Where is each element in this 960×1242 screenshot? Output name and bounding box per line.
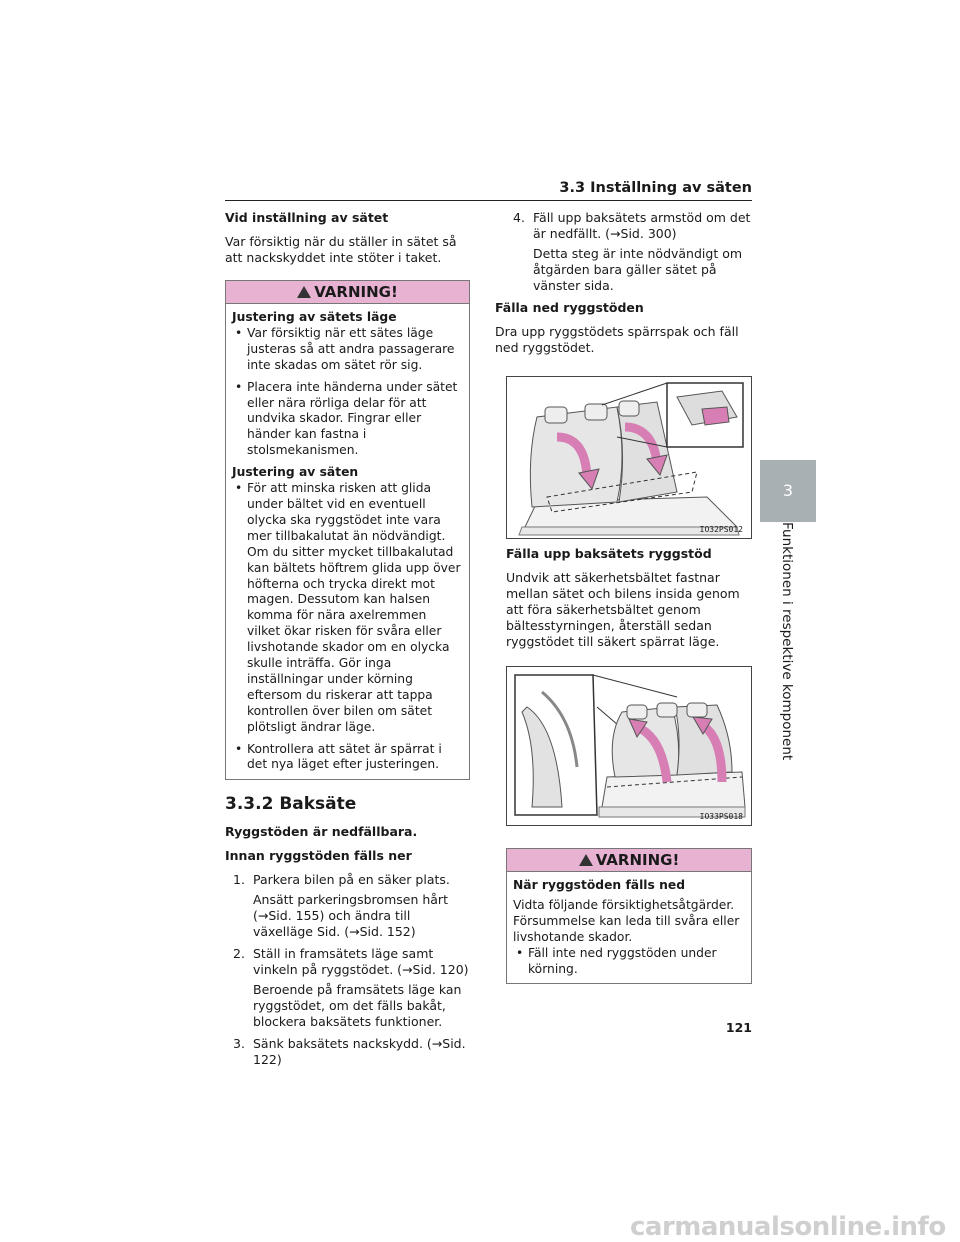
before-heading: Innan ryggstöden fälls ner	[225, 848, 412, 864]
fold-up-text: Undvik att säkerhetsbältet fastnar mellan sätet och bilens insida genom att föra säkerhetsbältet genom bältesstyrningen, återställ sedan ryggstödet till säkert spärrat läge.	[506, 570, 740, 649]
figure-code-1: IO32PS012	[699, 525, 743, 534]
warning-bullet: • Fäll inte ned ryggstöden under körning.	[513, 946, 745, 978]
step-item	[233, 872, 470, 888]
warning-header-1	[226, 281, 469, 304]
step-text: Parkera bilen på en säker plats.	[253, 872, 450, 888]
right-column-middle	[506, 546, 753, 660]
warning2-text: Vidta följande försiktighetsåtgärder. Försummelse kan leda till svåra eller livshotande skador.	[513, 897, 740, 944]
step-item	[513, 210, 753, 242]
fold-heading: Ryggstöden är nedfällbara.	[225, 824, 418, 840]
step-text: Ställ in framsätets läge samt vinkeln på ryggstödet. (→Sid. 120)	[253, 946, 469, 978]
step-detail: Ansätt parkeringsbromsen hårt (→Sid. 155) och ändra till växelläge Sid. (→Sid. 152)	[253, 892, 448, 940]
fold-up-heading: Fälla upp baksätets ryggstöd	[506, 546, 712, 561]
figure-fold-up	[506, 666, 752, 826]
intro-heading: Vid inställning av sätet	[225, 210, 389, 225]
step-number: 2.	[233, 946, 245, 962]
left-column	[225, 210, 470, 1072]
step-number: 3.	[233, 1036, 245, 1052]
warning-box-2	[506, 848, 752, 984]
watermark: carmanualsonline.info	[630, 1212, 946, 1242]
warning-header-2	[507, 849, 751, 872]
figure-fold-down	[506, 376, 752, 539]
step-text: Sänk baksätets nackskydd. (→Sid. 122)	[253, 1036, 466, 1068]
warning2-sub: När ryggstöden fälls ned	[513, 878, 686, 892]
figure-code-2: IO33PS018	[699, 812, 743, 821]
chapter-number: 3	[782, 481, 794, 500]
chapter-side-title	[777, 522, 797, 761]
intro-text: Var försiktig när du ställer in sätet så att nackskyddet inte stöter i taket.	[225, 234, 457, 265]
warning-bullet: • För att minska risken att glida under bältet vid en eventuell olycka ska ryggstödet inte vara mer tillbakalutat än nödvändigt. Om du sitter mycket tillbakalutad kan bältets höftrem glida upp över höfterna och trycka direkt mot magen. Dessutom kan halsen komma för nära axelremmen vilket ökar risken för svåra eller livshotande skador om en olycka skulle inträffa. Gör inga inställningar under körning eftersom du riskerar att tappa kontrollen över bilen om sätet plötsligt ändrar läge.	[232, 481, 463, 736]
warning-sub-1: Justering av sätets läge	[232, 310, 397, 324]
warning-triangle-icon	[297, 286, 311, 298]
fold-down-heading: Fälla ned ryggstöden	[495, 300, 644, 315]
warning-title-1: VARNING!	[314, 283, 398, 301]
warning-bullet: • Var försiktig när ett sätes läge justeras så att andra passagerare inte skadas om sätet rör sig.	[232, 326, 463, 374]
warning-body-1	[226, 304, 469, 779]
step-number: 1.	[233, 872, 245, 888]
page-header-title: 3.3 Inställning av säten	[559, 180, 752, 196]
page-number: 121	[725, 1020, 752, 1035]
step-detail: Detta steg är inte nödvändigt om åtgärden bara gäller sätet på vänster sida.	[533, 246, 743, 293]
section-title: 3.3.2 Baksäte	[225, 794, 357, 815]
steps-list	[225, 872, 470, 1068]
step-detail: Beroende på framsätets läge kan ryggstödet, om det fälls bakåt, blockera baksätets funktioner.	[253, 982, 462, 1030]
warning-sub-2: Justering av säten	[232, 465, 359, 480]
warning-bullet: • Kontrollera att sätet är spärrat i det nya läget efter justeringen.	[232, 742, 463, 774]
right-column-top	[495, 210, 753, 366]
fold-down-text: Dra upp ryggstödets spärrspak och fäll ned ryggstödet.	[495, 324, 739, 355]
step-item	[233, 946, 470, 978]
chapter-side-title-text: Funktionen i respektive komponent	[779, 522, 795, 761]
warning-body-2	[507, 872, 751, 983]
step-text: Fäll upp baksätets armstöd om det är nedfällt. (→Sid. 300)	[533, 210, 751, 241]
warning-triangle-icon	[579, 854, 593, 866]
step-item	[233, 1036, 470, 1068]
step-number: 4.	[513, 210, 525, 225]
rear-seat-fold-down-illustration	[507, 377, 751, 538]
header-rule	[225, 200, 752, 201]
warning-title-2: VARNING!	[595, 851, 680, 869]
warning-bullet: • Placera inte händerna under sätet eller nära rörliga delar för att undvika skador. Fingrar eller händer kan fastna i stolsmekanismen.	[232, 380, 463, 460]
warning-box-1	[225, 280, 470, 780]
rear-seat-fold-up-illustration	[507, 667, 751, 825]
